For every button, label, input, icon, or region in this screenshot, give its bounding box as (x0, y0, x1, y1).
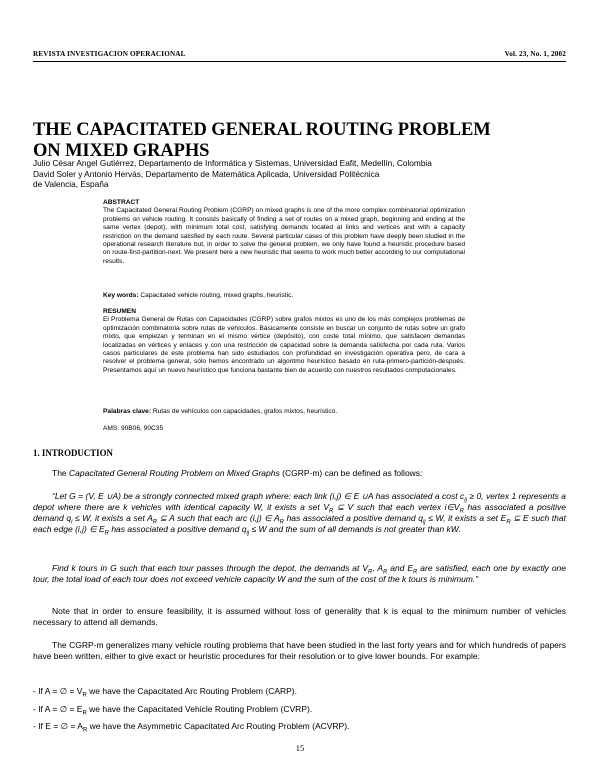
palabras-clave-text: Rutas de vehículos con capacidades, grafos mixtos, heurístico. (152, 408, 338, 415)
header-rule (33, 61, 566, 62)
volume-info: Vol. 23, No. 1, 2002 (504, 50, 566, 58)
page-number: 15 (295, 743, 305, 753)
title-line-2: ON MIXED GRAPHS (33, 141, 210, 161)
abstract-text: The Capacitated General Routing Problem (CGRP) on mixed graphs is one of the more complex combinatorial optimization problems on vehicle routing. It consists basically of finding a set of routes on a mixed graph, beginning and ending at the same vertex (depot), with minimum total cost, satisfying demands located at links and vertices and with a capacity restriction on the demand satisfied by each route. Several particular cases of this problem have deeply been studied in the operational research literature but, in order to solve the general problem, we only have found a heuristic procedure based on route-first-partition-next. We present here a new heuristic that seems to work much better according to our computational results. (103, 207, 465, 265)
resumen-text: El Problema General de Rutas con Capacidades (CGRP) sobre grafos mixtos es uno de los más complejos problemas de optimización combinatoria sobre rutas de vehículos. Básicamente consiste en buscar un conjunto de rutas sobre un grafo mixto, que empiezan y terminan en el mismo vértice (depósito), con coste total mínimo, que satisfacen demandas localizadas en vértices y enlaces y con una restricción de capacidad sobre la demanda satisfecha por cada ruta. Varios casos particulares de este problema han sido estudiados con profundidad en investigación operativa pero, de cara a resolver el problema general, sólo hemos encontrado un algoritmo heurístico basado en ruta-primero-partición-después. Presentamos aquí un nuevo heurístico que funciona bastante bien de acuerdo con nuestros resultados computacionales. (103, 316, 465, 374)
resumen (103, 308, 465, 375)
section-heading: 1. INTRODUCTION (33, 448, 113, 458)
resumen-heading: RESUMEN (103, 308, 136, 315)
keywords (103, 292, 465, 300)
intro-paragraph: The CGRP-m generalizes many vehicle routing problems that have been studied in the last forty years and for which hundreds of papers have been written, either to give exact or heuristic procedures for their resolution or to give lower bounds. For example: (33, 640, 566, 661)
list-item: - If A = ∅ = $V_R$ we have the Capacitated Arc Routing Problem (CARP). (33, 686, 298, 699)
author-block (33, 158, 566, 190)
list-item: - If E = ∅ = $A_R$ we have the Asymmetric Capacitated Arc Routing Problem (ACVRP). (33, 721, 350, 734)
intro-paragraph: The Capacitated General Routing Problem on Mixed Graphs (CGRP-m) can be defined as follows: (52, 468, 423, 478)
author-line: David Soler y Antonio Hervás, Departamento de Matemática Aplicada, Universidad Politécnica (33, 168, 380, 179)
intro-paragraph: Note that in order to ensure feasibility, it is assumed without loss of generality that k is equal to the minimum number of vehicles necessary to attend all demands. (33, 606, 566, 627)
list-item: - If A = ∅ = $E_R$ we have the Capacitated Vehicle Routing Problem (CVRP). (33, 703, 313, 717)
palabras-clave (103, 408, 465, 416)
problem-list (33, 686, 566, 739)
ams-classification: AMS: 90B06, 90C35 (103, 425, 164, 432)
abstract (103, 199, 465, 266)
author-line: de Valencia, España (33, 179, 109, 190)
author-line: Julio César Angel Gutiérrez, Departamento de Informática y Sistemas, Universidad Eafit, Medellín, Colombia (33, 158, 432, 168)
keywords-text: Capacitated vehicle routing, mixed graphs, heuristic. (140, 292, 294, 299)
definition-quote: “Let G = (V, E ∪A) be a strongly connected mixed graph where: each link (i,j) ∈ E ∪A has associated a cost $c_{ij} \ge 0$, vertex 1 represents a depot where there are k vehicles with identical capacity W, it exists a set $V_R$ ⊆ V such that each vertex $i\in V_R$ has associated a positive demand $q_i \le W$, it exists a set $A_R$ ⊆ A such that each arc (i,j) ∈ $A_R$ has associated a positive demand $q_{ij} \le W$, it exists a set $E_R$ ⊆ E such that each edge (i,j) ∈ $E_R$ has associated a positive demand $q_{ij} \le W$ and the sum of all demands is not greater than kW. (33, 491, 566, 537)
abstract-heading: ABSTRACT (103, 199, 140, 206)
paper-title (33, 120, 566, 162)
keywords-label: Key words: (103, 292, 139, 299)
palabras-clave-label: Palabras clave: (103, 408, 152, 415)
journal-name: REVISTA INVESTIGACION OPERACIONAL (33, 50, 186, 58)
definition-quote-continued: Find k tours in G such that each tour passes through the depot, the demands at $V_R$, $A_R$ and $E_R$ are satisfied, each one by exactly one tour, the total load of each tour does not exceed vehicle capacity W and the sum of the cost of the k tours is minimum.” (33, 563, 567, 584)
title-line-1: THE CAPACITATED GENERAL ROUTING PROBLEM (33, 120, 491, 140)
